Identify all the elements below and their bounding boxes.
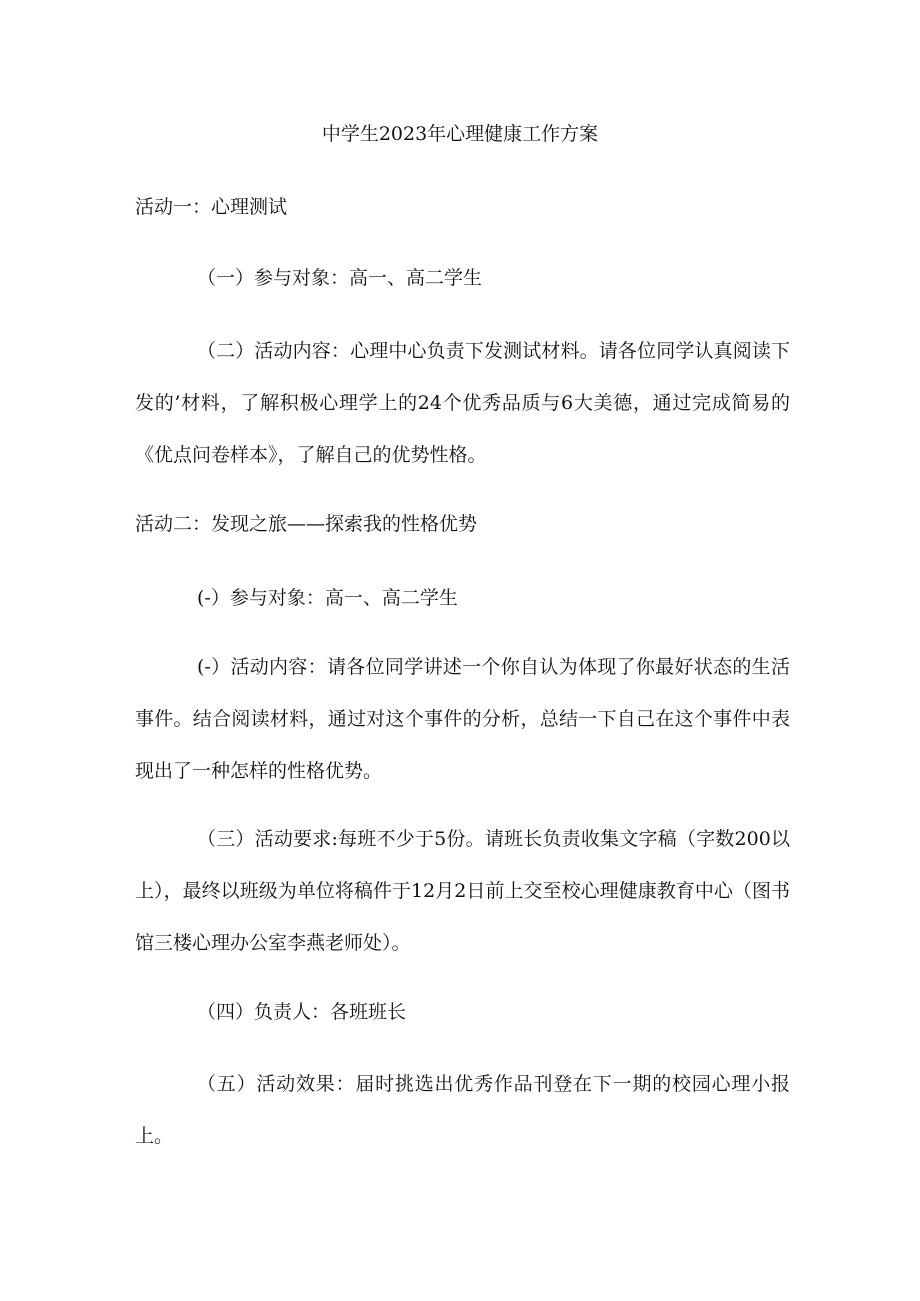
activity1-content: （二）活动内容：心理中心负责下发测试材料。请各位同学认真阅读下发的’材料，了解积极心理学上的24个优秀品质与6大美德，通过完成简易的《优点问卷样本》，了解自己的优势性格。 bbox=[135, 340, 790, 466]
document-title: 中学生2023年心理健康工作方案 bbox=[321, 123, 599, 145]
activity1-participants: （一）参与对象：高一、高二学生 bbox=[197, 267, 483, 289]
activity2-heading: 活动二：发现之旅——探索我的性格优势 bbox=[135, 513, 478, 535]
activity2-effect: （五）活动效果：届时挑选出优秀作品刊登在下一期的校园心理小报上。 bbox=[135, 1073, 790, 1147]
activity2-content: (-）活动内容：请各位同学讲述一个你自认为体现了你最好状态的生活事件。结合阅读材料，通过对这个事件的分析，总结一下自己在这个事件中表现出了一种怎样的性格优势。 bbox=[135, 656, 790, 782]
activity1-heading: 活动一：心理测试 bbox=[135, 196, 288, 218]
activity2-participants: (-）参与对象：高一、高二学生 bbox=[197, 587, 458, 609]
activity2-requirements: （三）活动要求:每班不少于5份。请班长负责收集文字稿（字数200以上），最终以班级为单位将稿件于12月2日前上交至校心理健康教育中心（图书馆三楼心理办公室李燕老师处）。 bbox=[135, 828, 790, 954]
activity2-responsible: （四）负责人：各班班长 bbox=[197, 1001, 407, 1023]
